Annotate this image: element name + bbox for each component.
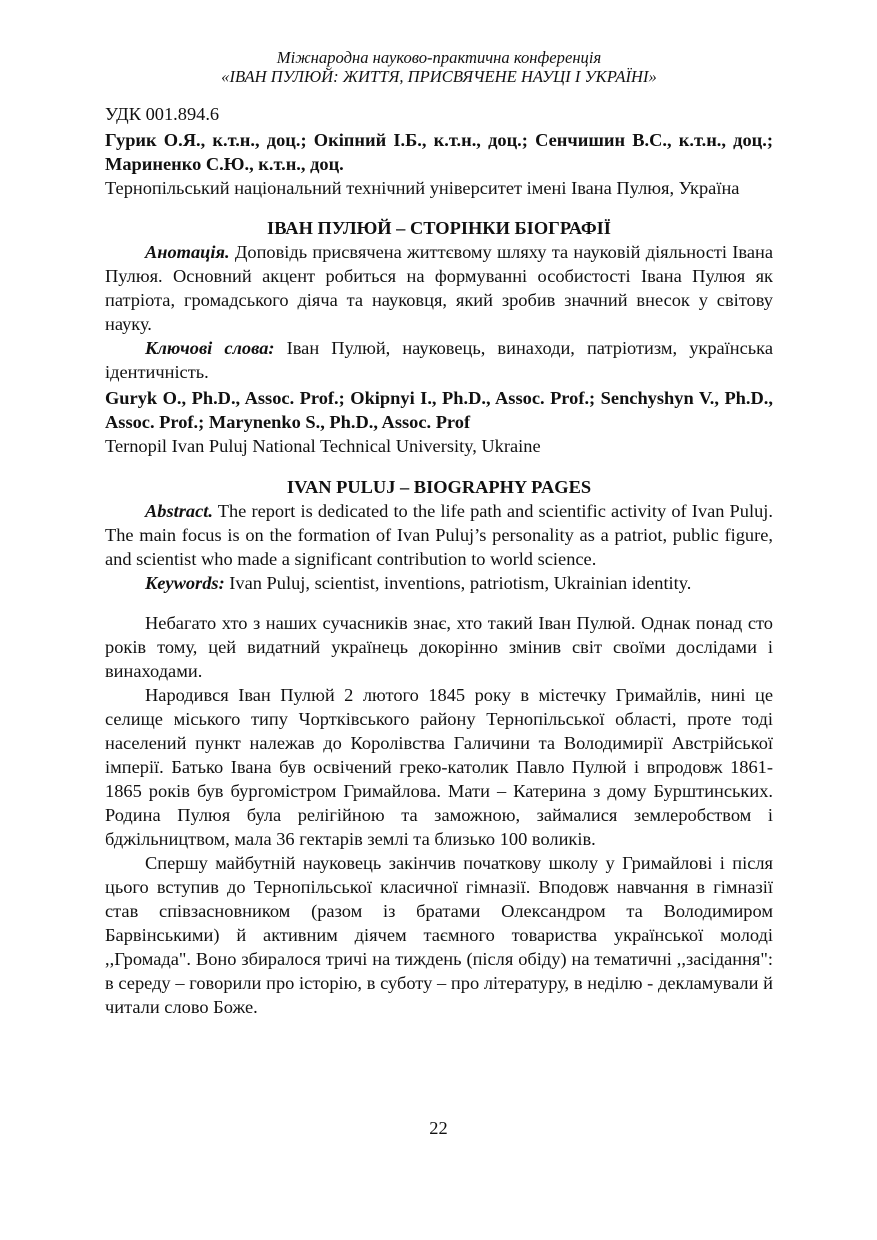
body-paragraph-2: Народився Іван Пулюй 2 лютого 1845 року в містечку Гримайлів, нині це селище міського типу Чортківського району Тернопільської області, проте тоді населений пункт належав до Королівства Галичини та Володимирії Австрійської імперії. Батько Івана був освічений греко-католик Павло Пулюй і впродовж 1861-1865 років був бургомістром Гримайлова. Мати – Катерина з дому Бурштинських. Родина Пулюя була релігійною та заможною, займалися землеробством і бджільництвом, мала 36 гектарів землі та близько 100 воликів.: [105, 685, 773, 849]
title-en: IVAN PULUJ – BIOGRAPHY PAGES: [286, 477, 592, 497]
title-ua: ІВАН ПУЛЮЙ – СТОРІНКИ БІОГРАФІЇ: [267, 218, 611, 238]
keywords-ua-text: Іван Пулюй, науковець, винаходи, патріотизм, українська ідентичність.: [105, 338, 773, 382]
abstract-ua: [105, 240, 773, 336]
keywords-en-text: Ivan Puluj, scientist, inventions, patriotism, Ukrainian identity.: [224, 573, 692, 593]
abstract-en-label: Abstract.: [145, 501, 213, 521]
keywords-en-label: Keywords:: [145, 573, 225, 593]
affiliation-ua: Тернопільський національний технічний університет імені Івана Пулюя, Україна: [105, 178, 740, 198]
affiliation-en: Ternopil Ivan Puluj National Technical University, Ukraine: [105, 436, 541, 456]
body-paragraph-3: Спершу майбутній науковець закінчив початкову школу у Гримайлові і після цього вступив до Тернопільської класичної гімназії. Вподовж навчання в гімназії став співзасновником (разом із братами Олександром та Володимиром Барвінськими) й активним діячем таємного товариства української молоді ,,Громада". Воно збиралося тричі на тиждень (після обіду) на тематичні ,,засідання": в середу – говорили про історію, в суботу – про літературу, в неділю - декламували й читали слово Боже.: [105, 853, 773, 1017]
abstract-ua-label: Анотація.: [145, 242, 230, 262]
running-header-line-1: Міжнародна науково-практична конференція: [276, 48, 602, 67]
body-paragraph-1: Небагато хто з наших сучасників знає, хто такий Іван Пулюй. Однак понад сто років тому, цей видатний українець докорінно змінив світ своїми дослідами і винаходами.: [105, 613, 773, 681]
keywords-ua-label: Ключові слова:: [145, 338, 275, 358]
page-number: 22: [429, 1118, 448, 1138]
abstract-en: [105, 499, 773, 571]
keywords-en: [105, 571, 773, 595]
authors-en: Guryk O., Ph.D., Assoc. Prof.; Okipnyi I., Ph.D., Assoc. Prof.; Senchyshyn V., Ph.D., Assoc. Prof.; Marynenko S., Ph.D., Assoc. Prof: [105, 388, 773, 432]
keywords-ua: [105, 336, 773, 384]
abstract-en-text: The report is dedicated to the life path and scientific activity of Ivan Puluj. The main focus is on the formation of Ivan Puluj’s personality as a patriot, public figure, and scientist who made a significant contribution to world science.: [105, 501, 773, 569]
udc-code: УДК 001.894.6: [105, 104, 220, 124]
paper-page: [105, 48, 773, 1019]
authors-ua: Гурик О.Я., к.т.н., доц.; Окіпний І.Б., к.т.н., доц.; Сенчишин В.С., к.т.н., доц.; Мариненко С.Ю., к.т.н., доц.: [105, 130, 773, 174]
abstract-ua-text: Доповідь присвячена життєвому шляху та науковій діяльності Івана Пулюя. Основний акцент робиться на формуванні особистості Івана Пулюя як патріота, громадського діяча та науковця, який зробив значний внесок у світову науку.: [105, 242, 773, 334]
running-header-line-2: «ІВАН ПУЛЮЙ: ЖИТТЯ, ПРИСВЯЧЕНЕ НАУЦІ І УКРАЇНІ»: [221, 67, 657, 86]
